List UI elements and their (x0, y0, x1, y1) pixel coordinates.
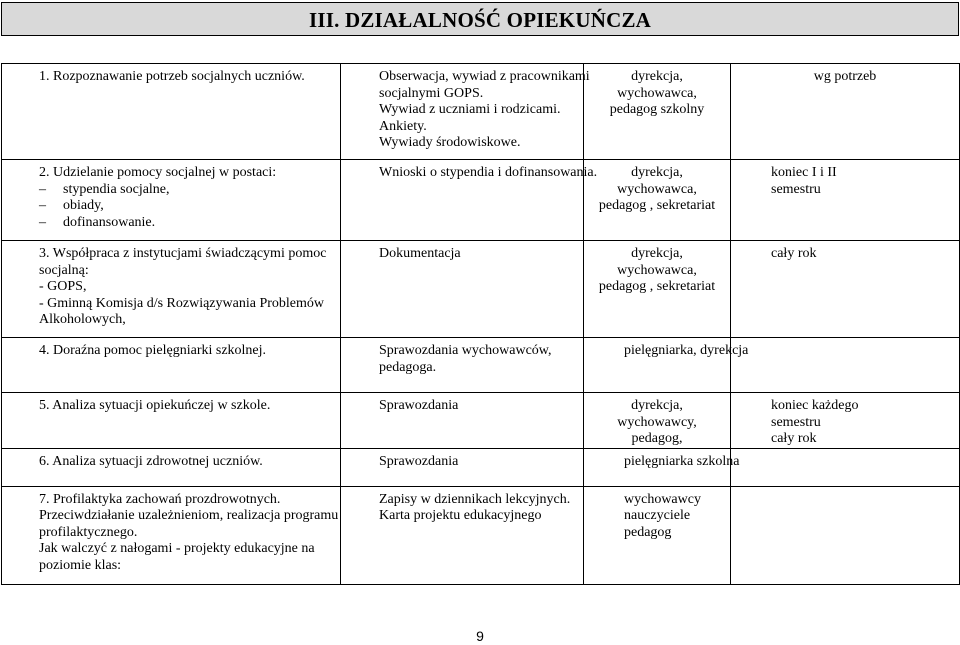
responsible-cell (584, 448, 740, 486)
table-row (2, 338, 960, 393)
table-row (2, 160, 960, 241)
dash-bullet-icon: – (39, 181, 46, 197)
care-activities-table (1, 63, 960, 585)
responsible-text: pedagog szkolny (609, 102, 705, 117)
dash-bullet-icon: – (39, 214, 46, 230)
table-row (2, 486, 960, 584)
responsible-text: pedagog (624, 524, 672, 540)
responsible-text: wychowawca, (617, 181, 697, 197)
deadline-cell (731, 486, 960, 584)
table-row (2, 393, 960, 449)
methods-text: Karta projektu edukacyjnego (379, 508, 542, 523)
table-row (2, 64, 960, 160)
responsible-cell (584, 64, 731, 160)
dash-bullet-icon: – (39, 198, 46, 213)
task-text: - GOPS, (39, 279, 87, 294)
task-text: Jak walczyć z nałogami - projekty edukacyjne na (39, 541, 315, 556)
task-cell (2, 393, 341, 449)
responsible-text: dyrekcja, (631, 69, 683, 84)
methods-cell (341, 448, 584, 486)
methods-text: pedagoga. (379, 359, 437, 375)
deadline-cell (731, 338, 960, 393)
task-cell (2, 448, 341, 486)
responsible-text: wychowawcy, (617, 414, 697, 430)
methods-cell (341, 338, 584, 393)
deadline-cell (731, 160, 960, 241)
methods-text: Wnioski o stypendia i dofinansowania. (379, 165, 598, 180)
task-text: - Gminną Komisja d/s Rozwiązywania Problemów (39, 295, 325, 311)
methods-text: Dokumentacja (379, 246, 461, 261)
methods-text: Obserwacja, wywiad z pracownikami (379, 69, 590, 84)
responsible-cell (584, 241, 731, 338)
task-list-item: – obiady, (39, 198, 104, 213)
responsible-text: dyrekcja, (631, 246, 683, 261)
methods-text: Sprawozdania wychowawców, (379, 343, 552, 358)
task-cell (2, 64, 341, 160)
methods-text: Wywiady środowiskowe. (379, 135, 521, 150)
methods-cell (341, 241, 584, 338)
deadline-cell (731, 64, 960, 160)
task-text: poziomie klas: (39, 557, 122, 573)
methods-cell (341, 393, 584, 449)
deadline-text: semestru (771, 414, 821, 430)
task-text: 6. Analiza sytuacji zdrowotnej uczniów. (39, 453, 263, 469)
task-cell (2, 241, 341, 338)
responsible-cell (584, 160, 731, 241)
deadline-text: cały rok (771, 431, 817, 446)
methods-cell (341, 486, 584, 584)
methods-text: Sprawozdania (379, 398, 459, 413)
task-cell (2, 486, 341, 584)
table-row (2, 241, 960, 338)
task-list-item: – stypendia socjalne, (39, 181, 170, 197)
task-text: profilaktycznego. (39, 524, 138, 540)
task-text: 4. Doraźna pomoc pielęgniarki szkolnej. (39, 343, 267, 358)
table-row (2, 448, 960, 486)
task-list-item: – dofinansowanie. (39, 214, 156, 230)
deadline-cell (731, 448, 960, 486)
deadline-text: koniec I i II (771, 165, 837, 180)
responsible-text: pedagog , sekretariat (598, 279, 716, 294)
responsible-cell (584, 338, 749, 393)
methods-cell (341, 64, 590, 160)
responsible-text: dyrekcja, (631, 165, 683, 180)
responsible-text: pielęgniarka szkolna (624, 453, 740, 469)
task-text: Alkoholowych, (39, 312, 126, 327)
deadline-text: semestru (771, 181, 821, 197)
deadline-text: wg potrzeb (813, 69, 877, 84)
responsible-cell (584, 486, 731, 584)
task-text: 7. Profilaktyka zachowań prozdrowotnych. (39, 491, 281, 507)
methods-text: Sprawozdania (379, 453, 459, 469)
task-text: 1. Rozpoznawanie potrzeb socjalnych uczniów. (39, 69, 305, 84)
deadline-text: cały rok (771, 246, 817, 261)
task-text: 5. Analiza sytuacji opiekuńczej w szkole. (39, 398, 271, 413)
deadline-cell (731, 393, 960, 449)
responsible-text: pedagog, (631, 431, 683, 446)
deadline-text: koniec każdego (771, 398, 859, 413)
responsible-text: wychowawcy (624, 491, 701, 507)
page-number: 9 (476, 628, 484, 644)
responsible-text: dyrekcja, (631, 398, 683, 413)
task-text: Przeciwdziałanie uzależnieniom, realizacja programu (39, 508, 339, 523)
task-text: 2. Udzielanie pomocy socjalnej w postaci: (39, 165, 277, 180)
responsible-text: pielęgniarka, dyrekcja (624, 343, 749, 358)
task-cell (2, 338, 341, 393)
task-text: socjalną: (39, 262, 89, 278)
methods-text: Wywiad z uczniami i rodzicami. (379, 102, 561, 117)
methods-text: socjalnymi GOPS. (379, 85, 484, 101)
responsible-cell (584, 393, 731, 449)
task-cell (2, 160, 341, 241)
task-text: 3. Współpraca z instytucjami świadczącymi pomoc (39, 246, 327, 261)
responsible-text: wychowawca, (617, 85, 697, 101)
responsible-text: nauczyciele (624, 508, 691, 523)
methods-text: Ankiety. (379, 118, 427, 134)
responsible-text: wychowawca, (617, 262, 697, 278)
section-title: III. DZIAŁALNOŚĆ OPIEKUŃCZA (1, 2, 959, 36)
responsible-text: pedagog , sekretariat (598, 198, 716, 213)
methods-text: Zapisy w dziennikach lekcyjnych. (379, 491, 571, 507)
methods-cell (341, 160, 598, 241)
deadline-cell (731, 241, 960, 338)
